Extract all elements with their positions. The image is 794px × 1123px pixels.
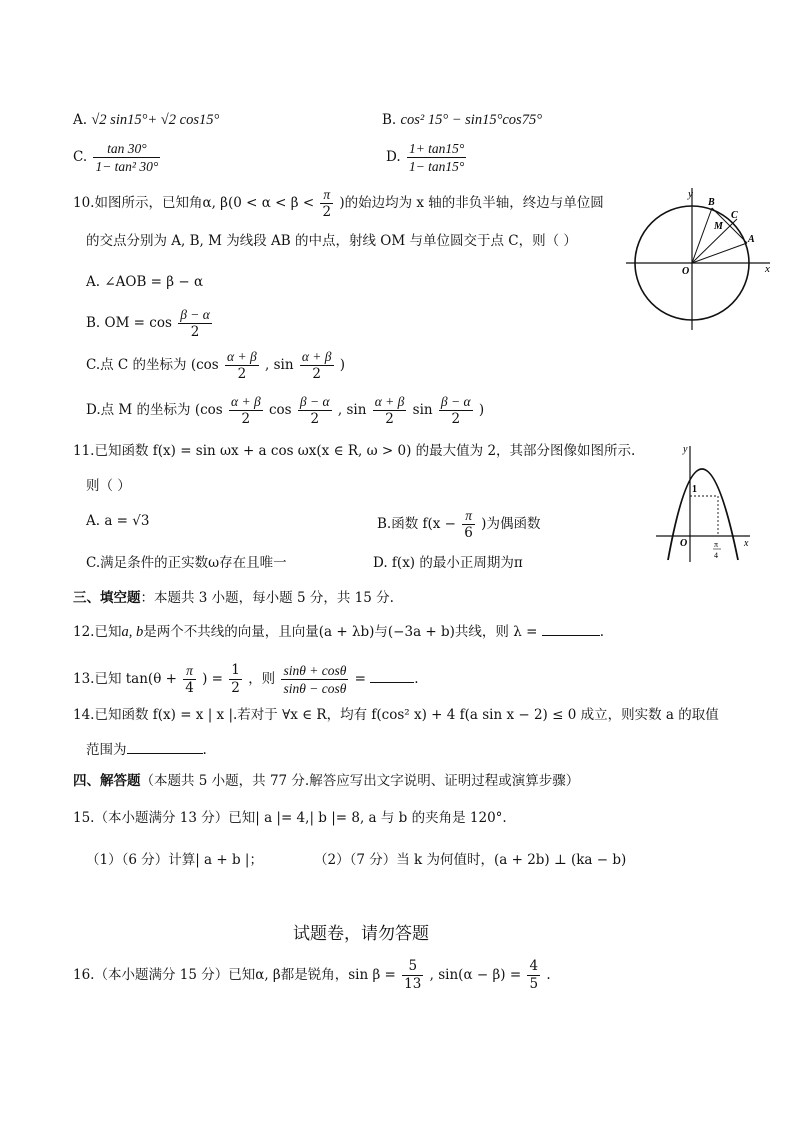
option-text: sin (412, 402, 433, 418)
label-pi: π (714, 540, 719, 549)
fraction-denominator: 5 (529, 976, 539, 992)
fraction-numerator: β − α (299, 394, 330, 409)
option-fraction (402, 958, 423, 993)
fraction-numerator: β − α (180, 307, 210, 322)
q16-text: , sin(α − β) = (429, 967, 522, 983)
fraction-denominator: 2 (322, 204, 332, 220)
q15-part1: （1）（6 分）计算| a + b |； (86, 852, 263, 868)
fraction-denominator: 1− tan² 30° (95, 159, 159, 174)
ray-oa (692, 243, 747, 263)
sine-curve (668, 469, 738, 560)
q13-text: ，则 (248, 671, 276, 687)
q11-option-b (377, 507, 540, 542)
section-title: 三、填空题 (73, 590, 141, 606)
q11-option-a: A. a = √3 (86, 513, 150, 529)
q13-text: 13.已知 tan(θ + (73, 671, 177, 687)
q14-text: 范围为 (86, 742, 127, 758)
fraction-denominator: 2 (231, 680, 240, 696)
fraction-numerator: α + β (374, 394, 405, 409)
option-text: ) (478, 402, 485, 418)
q9-option-a-expr: √2 sin15°+ √2 cos15° (91, 112, 220, 128)
q9-option-d-fraction (407, 140, 466, 175)
q9-option-b-expr: cos² 15° − sin15°cos75° (400, 112, 542, 128)
q10-stem-line2: 的交点分别为 A, B, M 为线段 AB 的中点，射线 OM 与单位圆交于点 C，则（ ） (86, 233, 577, 249)
q10-stem-line1 (73, 186, 604, 221)
fraction-numerator: sinθ + cosθ (283, 663, 347, 678)
q10-option-c (86, 348, 345, 383)
sine-graph-figure (650, 440, 754, 566)
option-text: B.函数 f(x − (377, 516, 456, 532)
option-fraction (178, 306, 212, 341)
q12-text: . (599, 624, 604, 640)
fraction-numerator: α + β (301, 349, 332, 364)
option-fraction (373, 393, 407, 428)
ray-ob (692, 208, 712, 263)
q11-stem-line1: 11.已知函数 f(x) = sin ωx + a cos ωx(x ∈ R, ω > 0) 的最大值为 2，其部分图像如图所示. (73, 443, 636, 459)
option-fraction (183, 662, 196, 697)
label-o: O (680, 538, 688, 549)
q16-stem (73, 958, 551, 993)
fraction-numerator: tan 30° (93, 140, 160, 158)
fraction-denominator: 2 (451, 411, 461, 427)
label-x: x (765, 263, 770, 275)
fraction-numerator: 1+ tan15° (408, 141, 465, 156)
q15-part2: （2）（7 分）当 k 为何值时，(a + 2b) ⊥ (ka − b) (314, 852, 627, 868)
q9-option-c-fraction (93, 140, 160, 175)
q10-text: 10.如图所示，已知角α, β(0 < α < β < (73, 195, 315, 211)
fraction-denominator: 4 (185, 680, 194, 696)
q10-option-b (86, 306, 214, 341)
q12-vectors: a, b (121, 624, 144, 640)
fraction-numerator: π (183, 662, 196, 680)
fraction-numerator: α + β (231, 394, 261, 409)
fraction-denominator: 13 (404, 976, 422, 992)
option-text: )为偶函数 (481, 516, 541, 532)
fraction-numerator: α + β (227, 349, 257, 364)
q10-text: )的始边均为 x 轴的非负半轴，终边与单位圆 (339, 195, 604, 211)
q14-text: . (202, 742, 207, 758)
option-label: A. (73, 112, 88, 128)
section-4-heading (73, 771, 579, 791)
q16-text: 16.（本小题满分 15 分）已知α, β都是锐角，sin β = (73, 967, 396, 983)
q15-stem: 15.（本小题满分 13 分）已知| a |= 4,| b |= 8, a 与 b 的夹角是 120°. (73, 810, 507, 826)
q9-option-c (73, 140, 162, 175)
fraction-numerator: 4 (529, 958, 539, 974)
fraction-denominator: 2 (237, 366, 247, 382)
label-c: C (731, 210, 738, 221)
q9-option-d (386, 140, 468, 175)
label-four: 4 (714, 551, 718, 560)
option-text: cos (268, 402, 292, 418)
q16-text: . (546, 967, 551, 983)
label-one: 1 (692, 484, 697, 495)
q10-option-d (86, 393, 484, 428)
q9-option-a (73, 110, 219, 130)
q13-text: ) = (202, 671, 223, 687)
fraction-denominator: 2 (241, 411, 251, 427)
q12-text: 12.已知 (73, 624, 122, 640)
fraction-denominator: 2 (312, 366, 321, 382)
option-fraction (462, 507, 475, 542)
label-y: y (683, 444, 688, 455)
q14-line2 (86, 740, 207, 760)
option-fraction (298, 393, 332, 428)
option-fraction (229, 393, 263, 428)
fraction-denominator: sinθ − cosθ (283, 681, 347, 696)
fraction-numerator: 5 (402, 958, 423, 976)
section-description: ：本题共 3 小题，每小题 5 分，共 15 分. (140, 590, 394, 606)
pi-over-2-fraction (320, 186, 333, 221)
q11-option-c: C.满足条件的正实数ω存在且唯一 (86, 555, 287, 571)
option-fraction (229, 662, 242, 697)
option-text: , sin (265, 357, 294, 373)
answer-blank[interactable] (370, 682, 414, 683)
label-b: B (708, 197, 715, 208)
section-description: （本题共 5 小题，共 77 分.解答应写出文字说明、证明过程或演算步骤） (140, 773, 580, 789)
option-fraction (300, 348, 334, 383)
q12-text: 是两个不共线的向量，且向量(a + λb)与(−3a + b)共线，则 λ = (143, 624, 538, 640)
unit-circle-figure (622, 184, 776, 334)
q11-stem-line2: 则（ ） (86, 478, 131, 494)
option-label: D. (386, 149, 401, 165)
fraction-denominator: 2 (310, 411, 320, 427)
label-o: O (682, 266, 690, 277)
fraction-denominator: 6 (464, 525, 473, 541)
option-fraction (225, 348, 259, 383)
label-a: A (748, 234, 755, 245)
label-y: y (688, 188, 693, 200)
option-fraction (281, 662, 348, 697)
label-m: M (714, 221, 723, 232)
section-3-heading (73, 588, 394, 608)
answer-blank[interactable] (542, 635, 600, 636)
no-answer-notice: 试题卷，请勿答题 (293, 924, 429, 944)
option-text: C.点 C 的坐标为 (cos (86, 357, 219, 373)
section-title: 四、解答题 (73, 773, 141, 789)
q13 (73, 662, 419, 697)
fraction-denominator: 2 (190, 324, 200, 340)
q14-line1: 14.已知函数 f(x) = x | x |.若对于 ∀x ∈ R，均有 f(cos² x) + 4 f(a sin x − 2) ≤ 0 成立，则实数 a 的取值 (73, 707, 719, 723)
q10-option-a: A. ∠AOB = β − α (86, 274, 204, 290)
q9-option-b (382, 110, 542, 130)
q13-text: . (414, 671, 419, 687)
option-text: , sin (337, 402, 367, 418)
option-text: D.点 M 的坐标为 (cos (86, 402, 223, 418)
label-x: x (744, 538, 749, 549)
answer-blank[interactable] (127, 753, 203, 754)
q12 (73, 622, 604, 642)
fraction-denominator: 1− tan15° (408, 159, 465, 174)
fraction-numerator: 1 (231, 662, 240, 678)
option-label: C. (73, 149, 88, 165)
option-text: B. OM = cos (86, 315, 172, 331)
option-label: B. (382, 112, 397, 128)
fraction-numerator: β − α (440, 394, 471, 409)
fraction-numerator: π (462, 507, 475, 525)
q11-option-d: D. f(x) 的最小正周期为π (373, 555, 523, 571)
fraction-numerator: π (320, 186, 333, 204)
q13-text: = (354, 671, 366, 687)
option-fraction (439, 393, 473, 428)
option-text: ) (339, 357, 346, 373)
option-fraction (527, 958, 540, 993)
fraction-denominator: 2 (385, 411, 394, 427)
